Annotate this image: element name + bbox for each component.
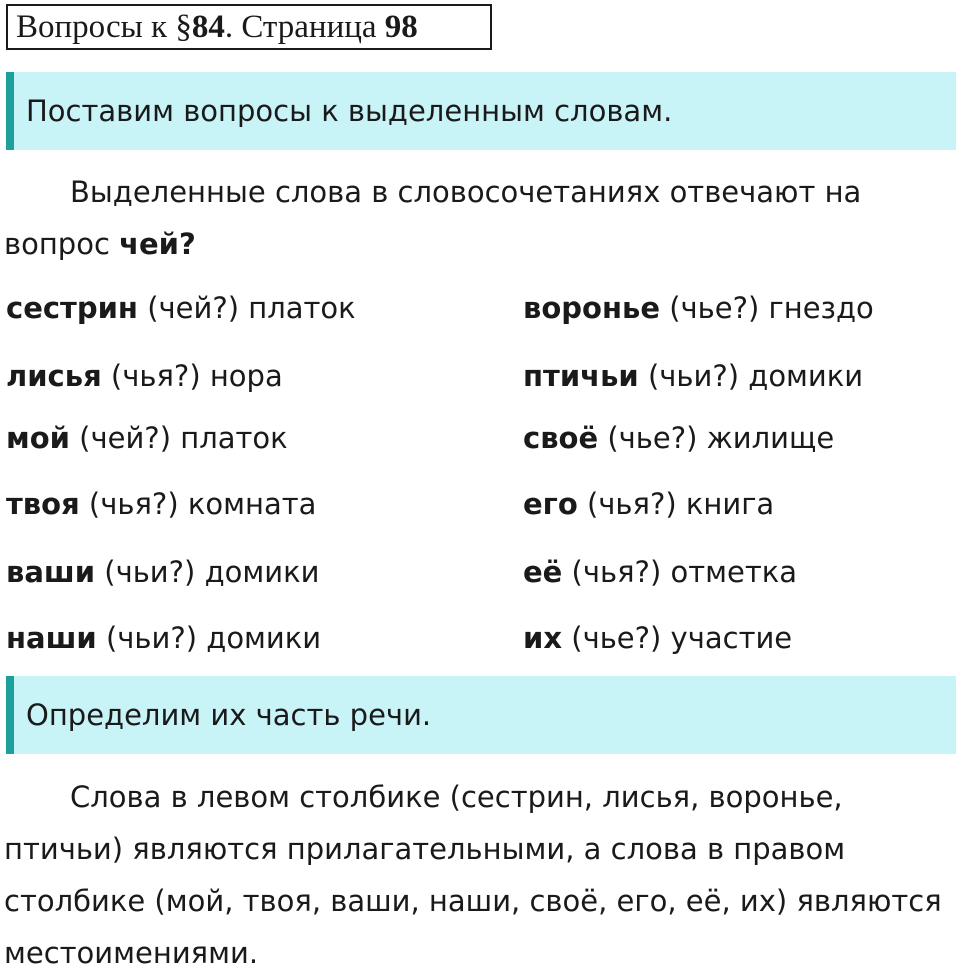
word-pair (6, 618, 321, 658)
title-section-number: 84 (191, 9, 225, 45)
highlighted-word: её (523, 555, 563, 589)
highlighted-word: твоя (6, 487, 80, 521)
intro-text: Выделенные слова в словосочетаниях отвечают на вопрос (4, 175, 862, 261)
word-pair (523, 418, 834, 458)
word-pair (523, 618, 792, 658)
word-pair (523, 484, 774, 524)
word-pair (523, 356, 863, 396)
word-pair (6, 356, 283, 396)
word-pair (6, 484, 316, 524)
question-phrase: (чье?) участие (562, 621, 793, 655)
word-pair (523, 288, 874, 328)
intro-bold-question: чей? (119, 227, 196, 261)
question-phrase: (чья?) книга (577, 487, 775, 521)
question-phrase: (чье?) жилище (598, 421, 835, 455)
question-phrase: (чьи?) домики (638, 359, 864, 393)
highlighted-word: лисья (6, 359, 102, 393)
question-phrase: (чьи?) домики (96, 621, 322, 655)
highlighted-word: воронье (523, 291, 660, 325)
question-phrase: (чья?) комната (79, 487, 317, 521)
question-phrase: (чья?) нора (101, 359, 283, 393)
highlighted-word: ваши (6, 555, 96, 589)
word-pair (6, 288, 356, 328)
question-phrase: (чье?) гнездо (660, 291, 874, 325)
highlighted-word: своё (523, 421, 599, 455)
question-phrase: (чьи?) домики (95, 555, 320, 589)
title-prefix: Вопросы к § (16, 9, 192, 45)
word-pair (6, 418, 288, 458)
highlighted-word: наши (6, 621, 97, 655)
conclusion-paragraph (4, 771, 954, 979)
question-phrase: (чей?) платок (69, 421, 288, 455)
section-heading-questions: Поставим вопросы к выделенным словам. (6, 72, 956, 150)
highlighted-word: их (523, 621, 563, 655)
title-separator: . Страница (224, 9, 385, 45)
word-pair (6, 552, 319, 592)
conclusion-text: Слова в левом столбике (сестрин, лисья, воронье, птичьи) являются прилагательными, а слова в правом столбике (мой, твоя, ваши, наши, своё, его, её, их) являются местоимениями. (4, 780, 942, 970)
highlighted-word: мой (6, 421, 70, 455)
question-phrase: (чей?) платок (137, 291, 356, 325)
highlighted-word: его (523, 487, 578, 521)
highlighted-word: сестрин (6, 291, 138, 325)
section-heading-part-of-speech: Определим их часть речи. (6, 676, 956, 754)
question-phrase: (чья?) отметка (562, 555, 798, 589)
intro-paragraph (4, 166, 954, 270)
highlighted-word: птичьи (523, 359, 639, 393)
page-title (6, 4, 492, 50)
word-pair (523, 552, 797, 592)
title-page-number: 98 (384, 9, 418, 45)
